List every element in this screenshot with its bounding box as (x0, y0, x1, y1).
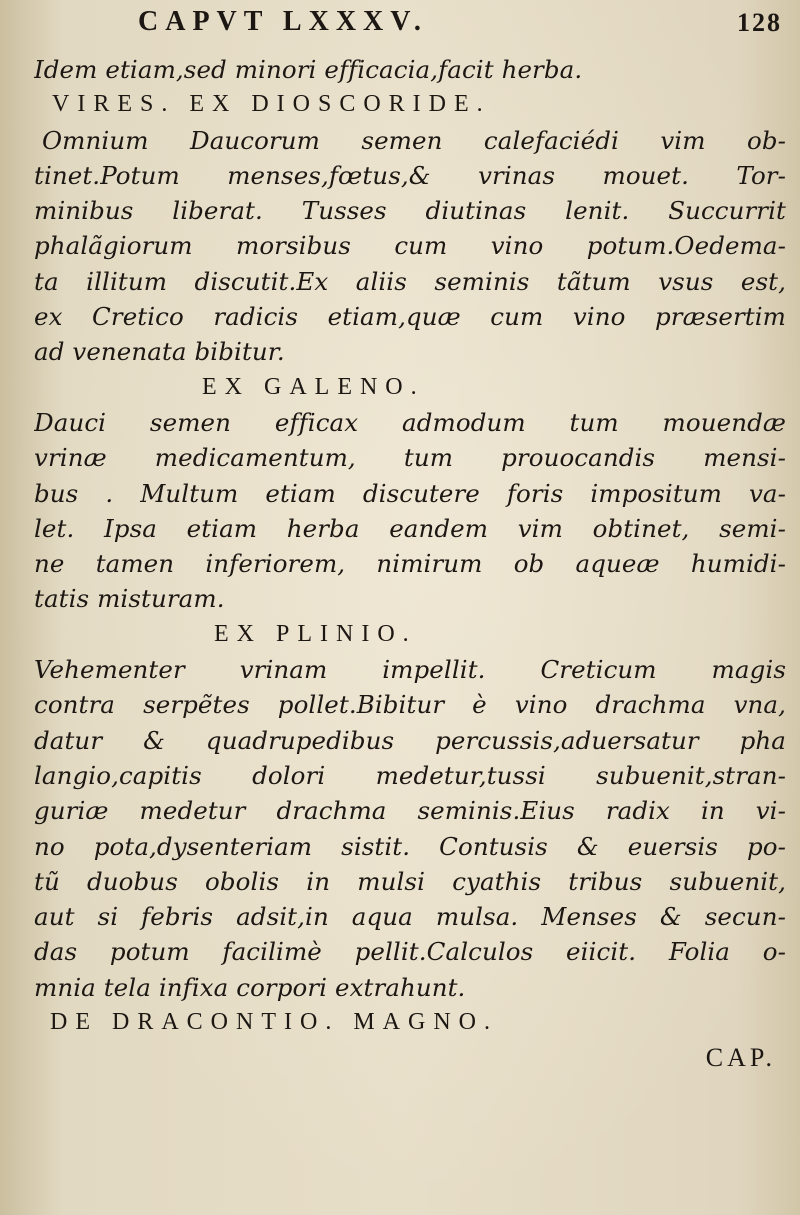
section-heading: EX PLINIO. (214, 620, 417, 647)
text-line: ad venenata bibitur. (34, 337, 285, 367)
text-line: Vehementer vrinam impellit. Creticum magis (34, 655, 786, 685)
text-line: tinet.Potum menses,fœtus,& vrinas mouet. Tor- (34, 160, 786, 190)
section-heading: DE DRACONTIO. MAGNO. (50, 1009, 498, 1036)
section-heading: EX GALENO. (202, 373, 425, 400)
text-line: aut si febris adsit,in aqua mulsa. Menses & secun- (34, 902, 786, 932)
text-line: Idem etiam,sed minori efficacia,facit herba. (34, 55, 583, 84)
text-line: ne tamen inferiorem, nimirum ob aqueæ humidi- (34, 549, 786, 579)
text-line: Omnium Daucorum semen calefaciédi vim ob- (42, 125, 786, 155)
text-line: ex Cretico radicis etiam,quæ cum vino præsertim (34, 302, 786, 332)
section-heading: VIRES. EX DIOSCORIDE. (52, 91, 491, 118)
text-line: das potum facilimè pellit.Calculos eiicit. Folia o- (34, 937, 786, 967)
text-line: let. Ipsa etiam herba eandem vim obtinet, semi- (34, 513, 786, 543)
text-line: Dauci semen efficax admodum tum mouendæ (34, 407, 786, 437)
text-line: ta illitum discutit.Ex aliis seminis tãtum vsus est, (34, 266, 786, 296)
text-line: tatis misturam. (34, 584, 225, 614)
text-line: datur & quadrupedibus percussis,aduersatur pha (34, 725, 786, 755)
running-head (0, 2, 800, 46)
text-line: langio,capitis dolori medetur,tussi subuenit,stran- (34, 760, 786, 790)
text-line: mnia tela infixa corpori extrahunt. (34, 972, 466, 1002)
text-line: minibus liberat. Tusses diutinas lenit. Succurrit (34, 196, 786, 226)
text-line: no pota,dysenteriam sistit. Contusis & euersis po- (34, 831, 786, 861)
catchword: CAP. (705, 1043, 776, 1073)
text-block (34, 52, 786, 1076)
chapter-heading: CAPVT LXXXV. (138, 6, 428, 37)
text-line: phalãgiorum morsibus cum vino potum.Oedema- (34, 231, 786, 261)
page-number: 128 (737, 8, 782, 37)
text-line: bus . Multum etiam discutere foris impositum va- (34, 478, 786, 508)
text-line: vrinæ medicamentum, tum prouocandis mensi- (34, 443, 786, 473)
text-line: contra serpẽtes pollet.Bibitur è vino drachma vna, (34, 690, 786, 720)
text-line: tũ duobus obolis in mulsi cyathis tribus subuenit, (34, 866, 786, 896)
text-line: guriæ medetur drachma seminis.Eius radix in vi- (34, 796, 786, 826)
